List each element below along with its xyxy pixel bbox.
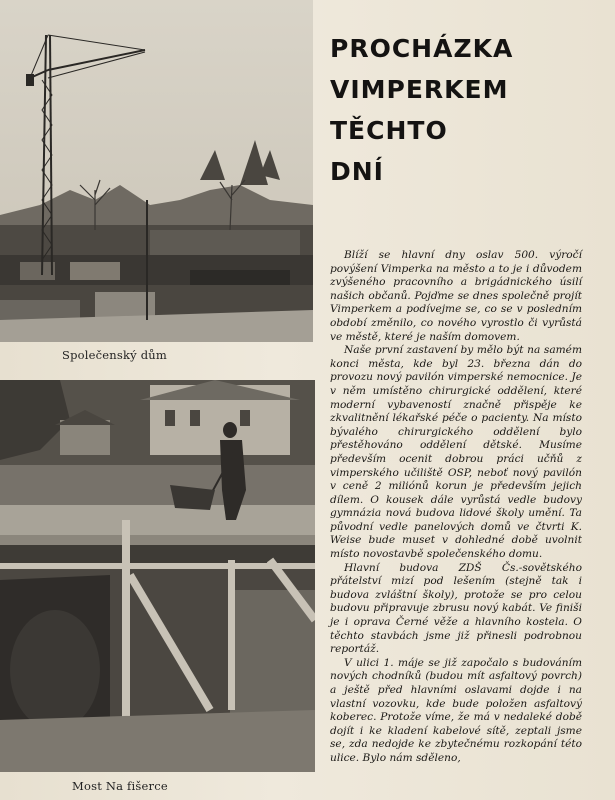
article-body xyxy=(330,249,582,766)
headline-line: PROCHÁZKA xyxy=(330,34,514,63)
photo-caption: Společenský dům xyxy=(62,348,167,362)
photo-most-na-fiserce xyxy=(0,380,315,772)
article-paragraph: Naše první zastavení by mělo být na samém konci města, kde byl 23. března dán do provozu nový pavilón vimperské nemocnice. Je v něm umístěno chirurgické oddělení, které moderní vybaveností značně přispěje ke zkvalitnění lékařské péče o pacienty. Na místo bývalého chirurgického oddělení bylo přestěhováno oddělení dětské. Musíme především ocenit dobrou práci učňů z vimperského učiliště OSP, neboť nový pavilón v ceně 2 miliónů korun je především jejich dílem. O kousek dále vyrůstá vedle budovy gymnázia nová budova lidové školy umění. Ta původní vedle panelových domů ve čtvrti K. Weise bude muset v dohledné době uvolnit místo novostavbě společenského domu. xyxy=(330,344,582,561)
photo-spolecensky-dum xyxy=(0,0,313,342)
article-paragraph: Hlavní budova ZDŠ Čs.-sovětského přátelství mizí pod lešením (stejně tak i budova zvláštní školy), protože se pro celou budovu připravuje zbrusu nový kabát. Ve finiši je i oprava Černé věže a hlavního kostela. O těchto stavbách jsme již přinesli podrobnou reportáž. xyxy=(330,561,582,656)
headline-line: DNÍ xyxy=(330,157,384,186)
article-paragraph: Blíží se hlavní dny oslav 500. výročí povýšení Vimperka na město a to je i důvodem zvýšeného pracovního a brigádnického úsilí našich občanů. Pojďme se dnes společně projít Vimperkem a podívejme se, co se v posledním období změnilo, co nového vyrostlo či vyrůstá ve městě, které je naším domovem. xyxy=(330,249,582,343)
headline-line: VIMPERKEM xyxy=(330,75,509,104)
article-paragraph: V ulici 1. máje se již započalo s budováním nových chodníků (budou mít asfaltový povrch) a ještě před hlavními oslavami dojde i na vlastní vozovku, kde bude položen asfaltový koberec. Protože víme, že má v nedaleké době dojít i ke kladení kabelové sítě, zeptali jsme se, zda nedojde ke zbytečnému rozkopání této ulice. Bylo nám sděleno, xyxy=(330,656,582,764)
article-headline xyxy=(330,28,610,192)
headline-line: TĚCHTO xyxy=(330,116,448,145)
photo-caption: Most Na fišerce xyxy=(72,779,168,793)
